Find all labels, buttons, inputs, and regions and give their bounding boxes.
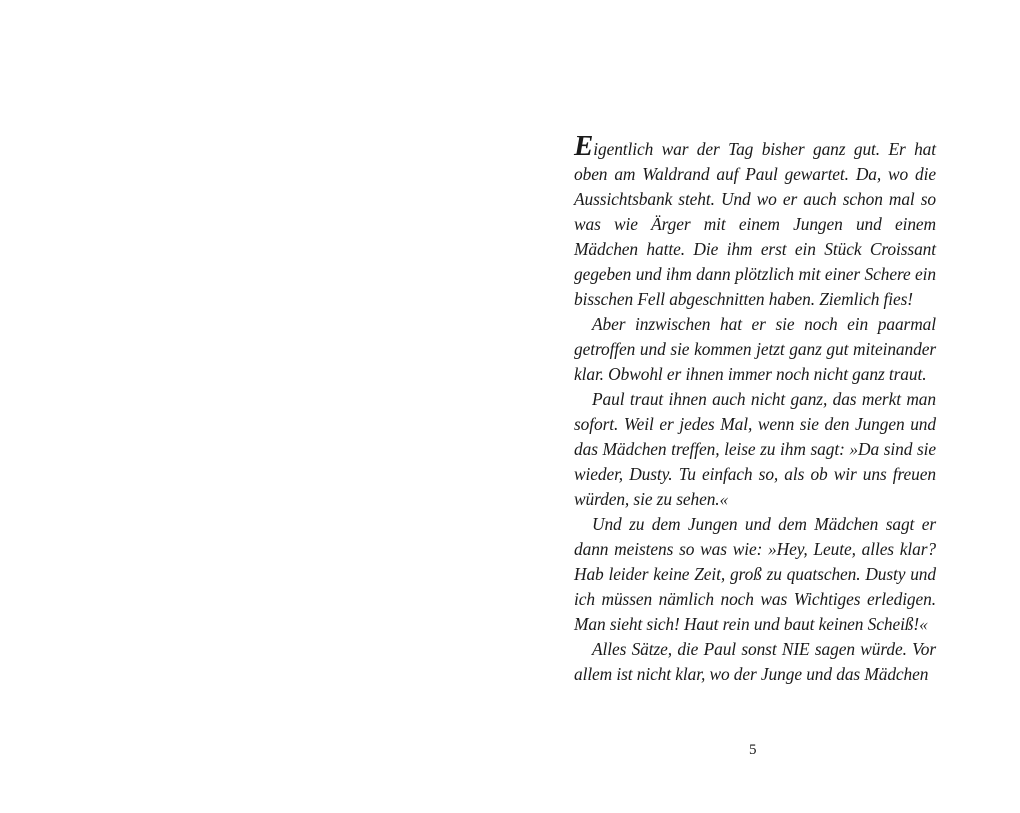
- paragraph-5: Alles Sätze, die Paul sonst NIE sagen würde. Vor allem ist nicht klar, wo der Junge und das Mädchen: [574, 639, 936, 684]
- paragraph-2: Aber inzwischen hat er sie noch ein paarmal getroffen und sie kommen jetzt ganz gut miteinander klar. Obwohl er ihnen immer noch nicht ganz traut.: [574, 314, 936, 384]
- page-number: 5: [749, 742, 757, 758]
- paragraph-3: Paul traut ihnen auch nicht ganz, das merkt man sofort. Weil er jedes Mal, wenn sie den Jungen und das Mädchen treffen, leise zu ihm sagt: »Da sind sie wieder, Dusty. Tu einfach so, als ob wir uns freuen würden, sie zu sehen.«: [574, 389, 936, 509]
- drop-cap: E: [574, 130, 594, 162]
- paragraph-1-text: igentlich war der Tag bisher ganz gut. Er hat oben am Waldrand auf Paul gewartet. Da, wo die Aussichtsbank steht. Und wo er auch schon mal so was wie Ärger mit einem Jungen und einem Mädchen hatte. Die ihm erst ein Stück Croissant gegeben und ihm dann plötzlich mit einer Schere ein bisschen Fell abgeschnitten haben. Ziemlich fies!: [574, 139, 936, 309]
- body-text: [574, 130, 936, 687]
- paragraph-1: [574, 130, 936, 312]
- paragraph-4: Und zu dem Jungen und dem Mädchen sagt er dann meistens so was wie: »Hey, Leute, alles klar? Hab leider keine Zeit, groß zu quatschen. Dusty und ich müssen nämlich noch was Wichtiges erledigen. Man sieht sich! Haut rein und baut keinen Scheiß!«: [574, 514, 936, 634]
